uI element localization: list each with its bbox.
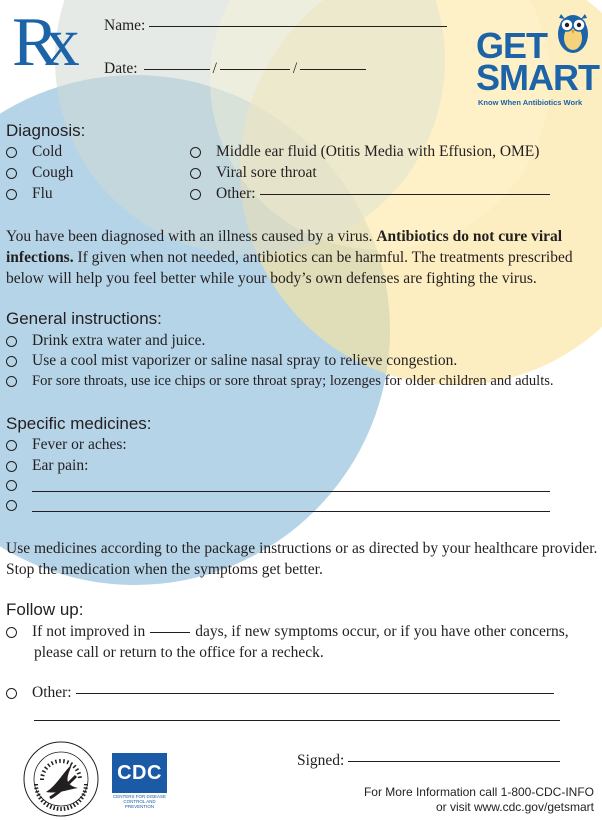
followup-other-label: Other:	[32, 684, 72, 701]
medicine-field[interactable]	[32, 490, 550, 492]
radio-button[interactable]	[190, 168, 201, 179]
name-label: Name:	[104, 17, 146, 34]
diagnosis-heading: Diagnosis:	[6, 121, 86, 140]
specific-item-ear-pain[interactable]	[6, 457, 88, 475]
item-label: Fever or aches:	[32, 436, 127, 453]
intro-text: You have been diagnosed with an illness caused by a virus.	[6, 228, 377, 245]
follow-up-heading: Follow up:	[6, 600, 84, 619]
signed-row	[297, 752, 560, 770]
intro-paragraph	[6, 226, 598, 289]
cdc-logo-subtitle: CENTERS FOR DISEASE CONTROL AND PREVENTION	[112, 794, 166, 809]
followup-other-field[interactable]	[76, 692, 554, 694]
radio-button[interactable]	[190, 147, 201, 158]
radio-button[interactable]	[6, 440, 17, 451]
intro-bold-text: infections.	[6, 249, 74, 266]
diagnosis-option-other[interactable]	[190, 185, 550, 203]
rx-symbol: Rx	[12, 4, 66, 81]
date-year-field[interactable]	[300, 68, 366, 70]
radio-button[interactable]	[6, 480, 17, 491]
radio-button[interactable]	[6, 627, 17, 638]
date-separator: /	[292, 60, 298, 77]
date-separator: /	[212, 60, 217, 77]
logo-tagline: Know When Antibiotics Work	[478, 98, 583, 107]
footer-info	[364, 785, 594, 815]
get-smart-logo	[474, 6, 599, 114]
item-label: Use a cool mist vaporizer or saline nasal spray to relieve congestion.	[32, 352, 458, 369]
radio-button[interactable]	[6, 688, 17, 699]
date-label: Date:	[104, 60, 138, 77]
signed-label: Signed:	[297, 752, 345, 769]
logo-smart-text: SMART	[476, 57, 599, 98]
diagnosis-option-flu[interactable]	[6, 185, 53, 203]
radio-button[interactable]	[6, 168, 17, 179]
date-day-field[interactable]	[220, 68, 290, 70]
followup-days-field[interactable]	[150, 631, 190, 633]
option-label: Cough	[32, 164, 74, 181]
medicine-field[interactable]	[32, 510, 550, 512]
option-label: Cold	[32, 143, 63, 160]
followup-item-recheck[interactable]	[6, 623, 569, 641]
cdc-logo: CDC	[112, 753, 167, 793]
radio-button[interactable]	[6, 376, 17, 387]
radio-button[interactable]	[6, 461, 17, 472]
item-label: Ear pain:	[32, 457, 89, 474]
followup-text-continued: please call or return to the office for a recheck.	[34, 644, 324, 661]
option-label: Flu	[32, 185, 53, 202]
radio-button[interactable]	[6, 336, 17, 347]
radio-button[interactable]	[6, 500, 17, 511]
name-field[interactable]	[149, 25, 447, 27]
signature-field[interactable]	[348, 760, 560, 762]
radio-button[interactable]	[6, 356, 17, 367]
diagnosis-option-cold[interactable]	[6, 143, 62, 161]
specific-item-fever[interactable]	[6, 436, 127, 454]
radio-button[interactable]	[6, 147, 17, 158]
specific-item-blank-1[interactable]	[6, 478, 550, 492]
followup-other-field-line2[interactable]	[34, 719, 560, 721]
option-label: Other:	[216, 185, 256, 202]
specific-medicines-heading: Specific medicines:	[6, 414, 152, 433]
owl-icon	[556, 8, 590, 54]
footer-phone: For More Information call 1-800-CDC-INFO	[363, 785, 594, 799]
logo-get-text: GET	[476, 25, 548, 66]
name-row	[104, 17, 447, 35]
option-label: Viral sore throat	[216, 164, 317, 181]
item-label: For sore throats, use ice chips or sore throat spray; lozenges for older children and adults.	[32, 373, 554, 389]
specific-item-blank-2[interactable]	[6, 498, 550, 512]
general-item-water[interactable]	[6, 332, 205, 350]
diagnosis-other-field[interactable]	[260, 193, 550, 195]
date-month-field[interactable]	[144, 68, 210, 70]
date-row	[104, 60, 366, 78]
followup-text: If not improved in	[32, 623, 146, 640]
followup-item-other[interactable]	[6, 684, 554, 702]
option-label: Middle ear fluid (Otitis Media with Effusion, OME)	[216, 143, 540, 160]
diagnosis-option-cough[interactable]	[6, 164, 73, 182]
radio-button[interactable]	[6, 189, 17, 200]
footer-website: or visit www.cdc.gov/getsmart	[435, 800, 594, 814]
general-item-vaporizer[interactable]	[6, 352, 457, 370]
diagnosis-option-viral-sore-throat[interactable]	[190, 164, 317, 182]
diagnosis-option-ome[interactable]	[190, 143, 539, 161]
hhs-seal-icon	[22, 740, 100, 818]
usage-paragraph: Use medicines according to the package instructions or as directed by your healthcare provider. Stop the medication when the symptoms get better.	[6, 540, 598, 578]
intro-text: If given when not needed, antibiotics can be harmful. The treatments prescribed below will help you feel better while your body’s own defenses are fighting the virus.	[6, 249, 573, 287]
item-label: Drink extra water and juice.	[32, 332, 206, 349]
intro-bold-text: Antibiotics do not cure viral	[376, 228, 563, 245]
general-item-sore-throat[interactable]	[6, 373, 554, 390]
followup-text: days, if new symptoms occur, or if you have other concerns,	[195, 623, 569, 640]
general-instructions-heading: General instructions:	[6, 309, 162, 328]
radio-button[interactable]	[190, 189, 201, 200]
